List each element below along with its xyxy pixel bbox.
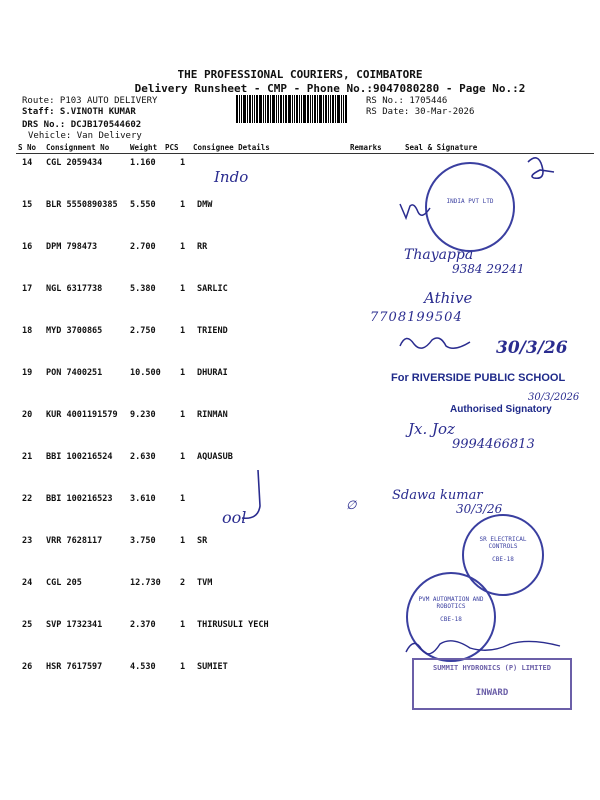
barcode-bar xyxy=(272,95,275,123)
row-consignee: SR xyxy=(197,536,208,546)
barcode xyxy=(236,95,362,123)
barcode-bar xyxy=(239,95,240,123)
row-weight: 3.610 xyxy=(130,494,156,504)
drs-number: DRS No.: DCJB170544602 xyxy=(22,120,142,130)
col-pcs: PCS xyxy=(165,143,179,152)
barcode-bar xyxy=(296,95,298,123)
row-pcs: 1 xyxy=(180,200,186,210)
barcode-bar xyxy=(236,95,238,123)
row-consignment: CGL 2059434 xyxy=(46,158,103,168)
col-sno: S No xyxy=(18,143,37,152)
barcode-bar xyxy=(323,95,324,123)
handwritten-sign-row17: Athive xyxy=(424,289,473,307)
row-weight: 2.750 xyxy=(130,326,156,336)
runsheet-subtitle: Delivery Runsheet - CMP - Phone No.:9047080280 - Page No.:2 xyxy=(134,82,526,95)
school-stamp-line2: Authorised Signatory xyxy=(450,404,552,415)
row-sno: 25 xyxy=(22,620,33,630)
handwritten-name-row14: Indo xyxy=(214,168,249,186)
signature-row18 xyxy=(396,330,476,358)
row-sno: 20 xyxy=(22,410,33,420)
sumiet-stamp-line1: SUMMIT HYDRONICS (P) LIMITED xyxy=(432,664,551,672)
mark-row22 xyxy=(236,466,266,526)
row-pcs: 1 xyxy=(180,536,186,546)
row-consignee: THIRUSULI YECH xyxy=(197,620,269,630)
row-sno: 24 xyxy=(22,578,33,588)
row-consignment: PON 7400251 xyxy=(46,368,103,378)
row-consignment: MYD 3700865 xyxy=(46,326,103,336)
barcode-bar xyxy=(310,95,311,123)
barcode-bar xyxy=(283,95,284,123)
barcode-bar xyxy=(314,95,316,123)
barcode-bar xyxy=(249,95,251,123)
barcode-bar xyxy=(243,95,246,123)
handwritten-phone-row16: 9384 29241 xyxy=(452,262,525,276)
row-weight: 12.730 xyxy=(130,578,161,588)
row-weight: 2.700 xyxy=(130,242,156,252)
col-weight: Weight xyxy=(130,143,158,152)
row-sno: 26 xyxy=(22,662,33,672)
staff-label: Staff: S.VINOTH KUMAR xyxy=(22,107,136,117)
row-weight: 2.370 xyxy=(130,620,156,630)
barcode-bar xyxy=(332,95,334,123)
row-sno: 22 xyxy=(22,494,33,504)
col-seal: Seal & Signature xyxy=(405,143,478,152)
handwritten-sign-row16: Thayappa xyxy=(404,247,474,263)
row-consignee: DHURAI xyxy=(197,368,228,378)
row-consignee: RINMAN xyxy=(197,410,228,420)
sumiet-stamp-line2: INWARD xyxy=(475,688,509,698)
row-consignee: SARLIC xyxy=(197,284,228,294)
col-consignment: Consignment No xyxy=(46,143,110,152)
barcode-bar xyxy=(263,95,264,123)
handwritten-sign-row20: Jx. Joz xyxy=(408,420,455,438)
row-sno: 18 xyxy=(22,326,33,336)
rs-number: RS No.: 1705446 xyxy=(366,96,448,106)
row-consignment: BBI 100216523 xyxy=(46,494,113,504)
barcode-bar xyxy=(294,95,295,123)
barcode-bar xyxy=(267,95,269,123)
india-pvt-stamp-text: INDIA PVT LTD xyxy=(446,198,494,205)
col-remarks: Remarks xyxy=(350,143,382,152)
handwritten-date-row22: 30/3/26 xyxy=(456,502,503,516)
barcode-bar xyxy=(301,95,302,123)
remark-mark-row22: ∅ xyxy=(346,498,357,512)
row-consignee: AQUASUB xyxy=(197,452,233,462)
barcode-bar xyxy=(278,95,279,123)
row-sno: 21 xyxy=(22,452,33,462)
row-consignment: BLR 5550890385 xyxy=(46,200,118,210)
row-weight: 2.630 xyxy=(130,452,156,462)
barcode-bar xyxy=(256,95,258,123)
barcode-bar xyxy=(241,95,242,123)
row-consignment: DPM 798473 xyxy=(46,242,98,252)
row-consignment: BBI 100216524 xyxy=(46,452,113,462)
barcode-bar xyxy=(285,95,287,123)
sr-electrical-text: SR ELECTRICAL CONTROLS xyxy=(479,536,527,550)
barcode-bar xyxy=(330,95,331,123)
row-consignee: TRIEND xyxy=(197,326,228,336)
barcode-bar xyxy=(276,95,277,123)
sumiet-stamp xyxy=(412,658,572,710)
row-pcs: 1 xyxy=(180,368,186,378)
handwritten-note-row22: ool xyxy=(222,508,247,527)
barcode-bar xyxy=(317,95,318,123)
row-pcs: 1 xyxy=(180,620,186,630)
barcode-bar xyxy=(335,95,336,123)
row-pcs: 1 xyxy=(180,410,186,420)
barcode-bar xyxy=(270,95,271,123)
row-weight: 3.750 xyxy=(130,536,156,546)
signature-row15 xyxy=(396,198,436,224)
barcode-bar xyxy=(343,95,344,123)
row-pcs: 1 xyxy=(180,326,186,336)
barcode-bar xyxy=(337,95,340,123)
row-consignee: SUMIET xyxy=(197,662,228,672)
barcode-bar xyxy=(247,95,248,123)
row-pcs: 1 xyxy=(180,494,186,504)
rs-date: RS Date: 30-Mar-2026 xyxy=(366,107,475,117)
handwritten-date-row19: 30/3/2026 xyxy=(528,392,580,403)
barcode-bar xyxy=(280,95,282,123)
row-consignment: NGL 6317738 xyxy=(46,284,103,294)
row-sno: 23 xyxy=(22,536,33,546)
row-sno: 15 xyxy=(22,200,33,210)
row-consignee: TVM xyxy=(197,578,213,588)
handwritten-date-row18: 30/3/26 xyxy=(496,338,568,358)
row-weight: 10.500 xyxy=(130,368,161,378)
company-title: THE PROFESSIONAL COURIERS, COIMBATORE xyxy=(177,68,423,81)
barcode-bar xyxy=(307,95,309,123)
barcode-bar xyxy=(252,95,253,123)
row-pcs: 1 xyxy=(180,284,186,294)
barcode-bar xyxy=(254,95,255,123)
row-consignee: DMW xyxy=(197,200,213,210)
row-sno: 19 xyxy=(22,368,33,378)
barcode-bar xyxy=(319,95,322,123)
barcode-bar xyxy=(288,95,291,123)
row-consignment: KUR 4001191579 xyxy=(46,410,118,420)
barcode-bar xyxy=(299,95,300,123)
school-stamp-line1: For RIVERSIDE PUBLIC SCHOOL xyxy=(391,372,566,384)
barcode-bar xyxy=(325,95,327,123)
barcode-bar xyxy=(259,95,262,123)
handwritten-phone-row17: 7708199504 xyxy=(370,310,463,325)
row-pcs: 1 xyxy=(180,158,186,168)
row-pcs: 1 xyxy=(180,662,186,672)
row-weight: 5.550 xyxy=(130,200,156,210)
handwritten-sign-row22: Sdawa kumar xyxy=(392,488,483,503)
row-weight: 9.230 xyxy=(130,410,156,420)
row-weight: 1.160 xyxy=(130,158,156,168)
barcode-bar xyxy=(328,95,329,123)
barcode-bar xyxy=(341,95,342,123)
pvm-automation-code: CBE-18 xyxy=(440,616,462,623)
india-pvt-stamp xyxy=(425,162,515,252)
row-consignment: HSR 7617597 xyxy=(46,662,103,672)
col-consignee: Consignee Details xyxy=(193,143,270,152)
handwritten-phone-row20: 9994466813 xyxy=(452,437,535,452)
row-weight: 5.380 xyxy=(130,284,156,294)
row-pcs: 1 xyxy=(180,452,186,462)
vehicle-label: Vehicle: Van Delivery xyxy=(28,131,142,141)
header-divider xyxy=(16,153,594,154)
row-sno: 16 xyxy=(22,242,33,252)
row-weight: 4.530 xyxy=(130,662,156,672)
barcode-bar xyxy=(303,95,306,123)
row-consignee: RR xyxy=(197,242,208,252)
row-consignment: CGL 205 xyxy=(46,578,82,588)
sr-electrical-code: CBE-18 xyxy=(492,556,514,563)
row-sno: 14 xyxy=(22,158,33,168)
barcode-bar xyxy=(292,95,293,123)
row-sno: 17 xyxy=(22,284,33,294)
signature-row14 xyxy=(520,150,560,190)
row-pcs: 1 xyxy=(180,242,186,252)
row-consignment: VRR 7628117 xyxy=(46,536,103,546)
barcode-bar xyxy=(265,95,266,123)
barcode-bar xyxy=(345,95,347,123)
row-consignment: SVP 1732341 xyxy=(46,620,103,630)
route-label: Route: P103 AUTO DELIVERY xyxy=(22,96,158,106)
barcode-bar xyxy=(312,95,313,123)
row-pcs: 2 xyxy=(180,578,186,588)
pvm-automation-text: PVM AUTOMATION AND ROBOTICS xyxy=(418,596,484,610)
